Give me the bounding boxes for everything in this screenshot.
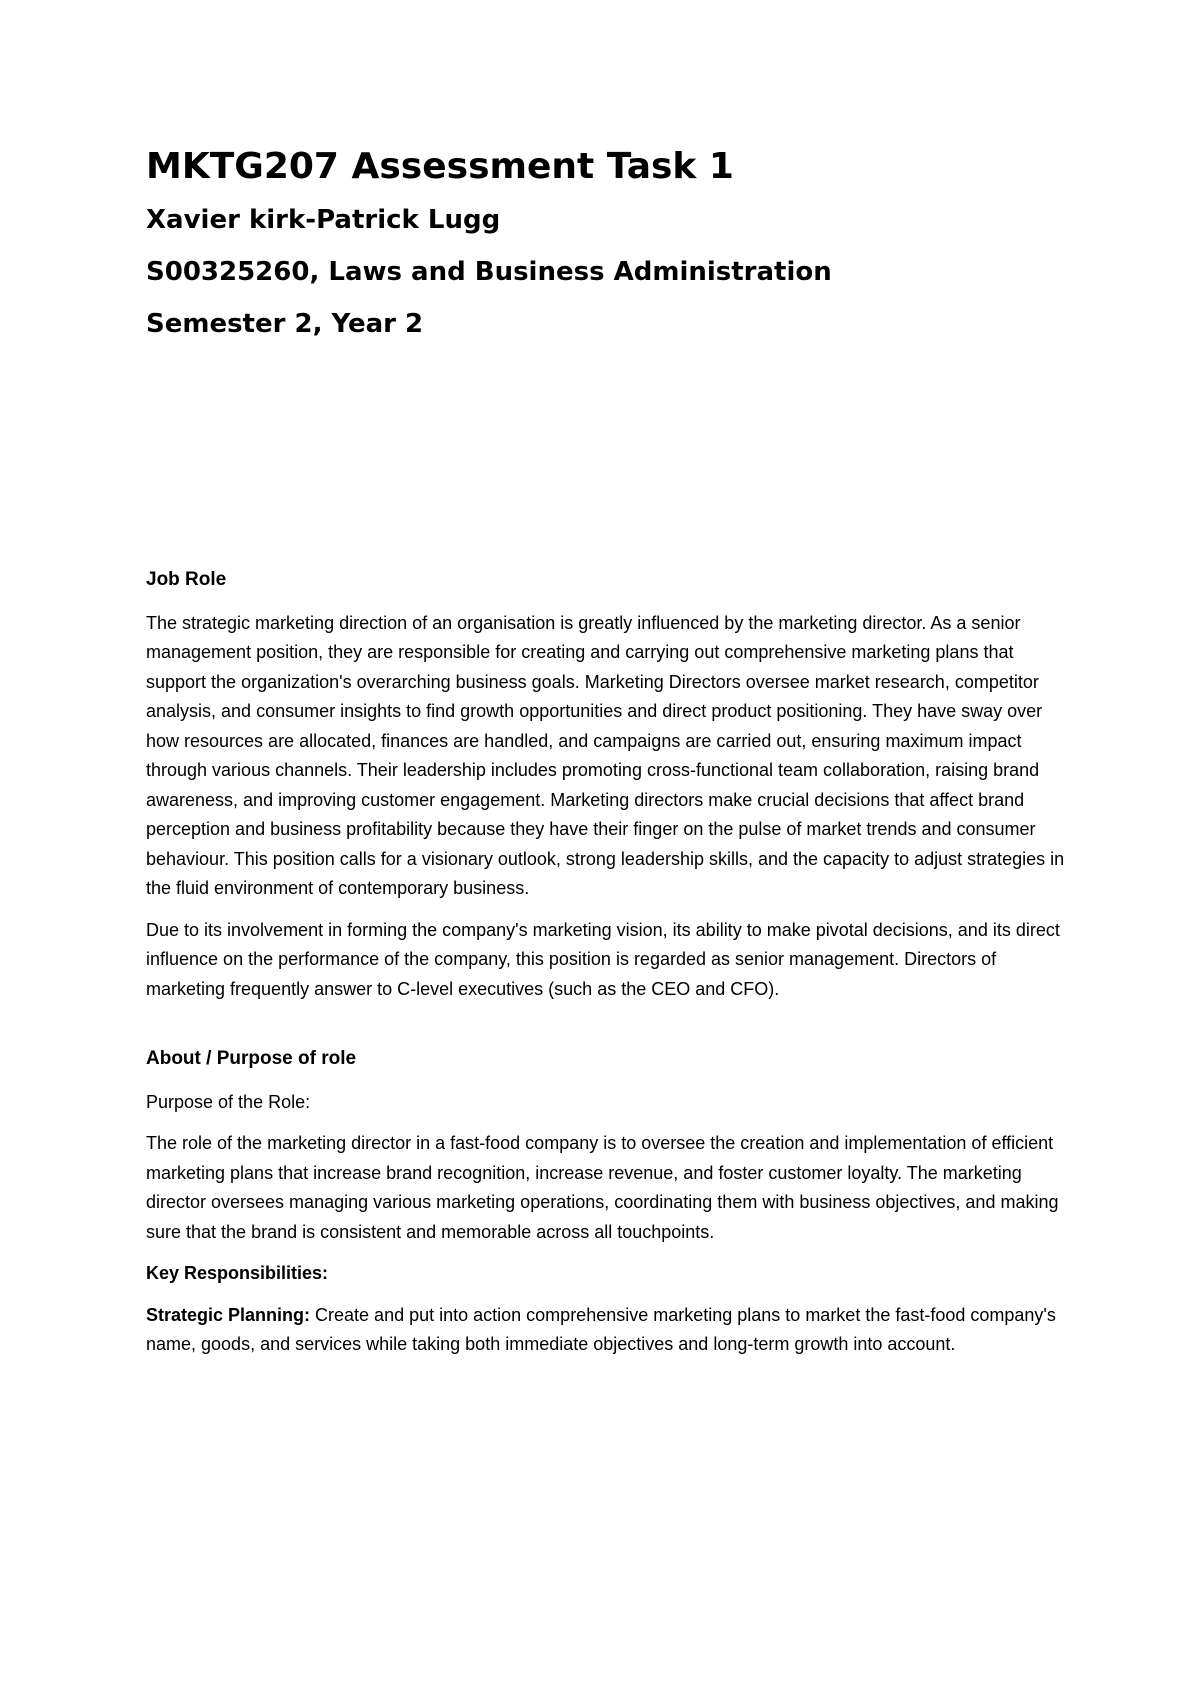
job-role-heading: Job Role: [146, 569, 227, 590]
about-purpose-heading: About / Purpose of role: [146, 1048, 357, 1069]
author-name: Xavier kirk-Patrick Lugg: [146, 205, 501, 235]
student-id-program: S00325260, Laws and Business Administration: [146, 257, 832, 287]
title-block: [146, 140, 1106, 350]
job-role-paragraph-2: Due to its involvement in forming the company's marketing vision, its ability to make pivotal decisions, and its direct influence on the performance of the company, this position is regarded as senior management. Directors of marketing frequently answer to C-level executives (such as the CEO and CFO).: [146, 919, 1060, 999]
strategic-planning-text: Create and put into action comprehensive marketing plans to market the fast-food company's name, goods, and services while taking both immediate objectives and long-term growth into account.: [146, 1304, 1056, 1354]
key-responsibilities-label: Key Responsibilities:: [146, 1263, 329, 1283]
strategic-planning-label: Strategic Planning:: [146, 1304, 311, 1325]
semester-year: Semester 2, Year 2: [146, 309, 424, 339]
strategic-planning-item: [146, 1301, 1066, 1360]
purpose-paragraph: The role of the marketing director in a fast-food company is to oversee the creation and implementation of efficient marketing plans that increase brand recognition, increase revenue, and foster customer loyalty. The marketing director oversees managing various marketing operations, coordinating them with business objectives, and making sure that the brand is consistent and memorable across all touchpoints.: [146, 1133, 1059, 1242]
document-body: [146, 565, 1066, 1372]
document-title: MKTG207 Assessment Task 1: [146, 146, 734, 187]
section-spacer: [146, 1016, 1066, 1044]
job-role-paragraph-1: The strategic marketing direction of an organisation is greatly influenced by the marketing director. As a senior management position, they are responsible for creating and carrying out comprehensive marketing plans that support the organization's overarching business goals. Marketing Directors oversee market research, competitor analysis, and consumer insights to find growth opportunities and direct product positioning. They have sway over how resources are allocated, finances are handled, and campaigns are carried out, ensuring maximum impact through various channels. Their leadership includes promoting cross-functional team collaboration, raising brand awareness, and improving customer engagement. Marketing directors make crucial decisions that affect brand perception and business profitability because they have their finger on the pulse of market trends and consumer behaviour. This position calls for a visionary outlook, strong leadership skills, and the capacity to adjust strategies in the fluid environment of contemporary business.: [146, 612, 1065, 898]
purpose-label: Purpose of the Role:: [146, 1091, 311, 1112]
